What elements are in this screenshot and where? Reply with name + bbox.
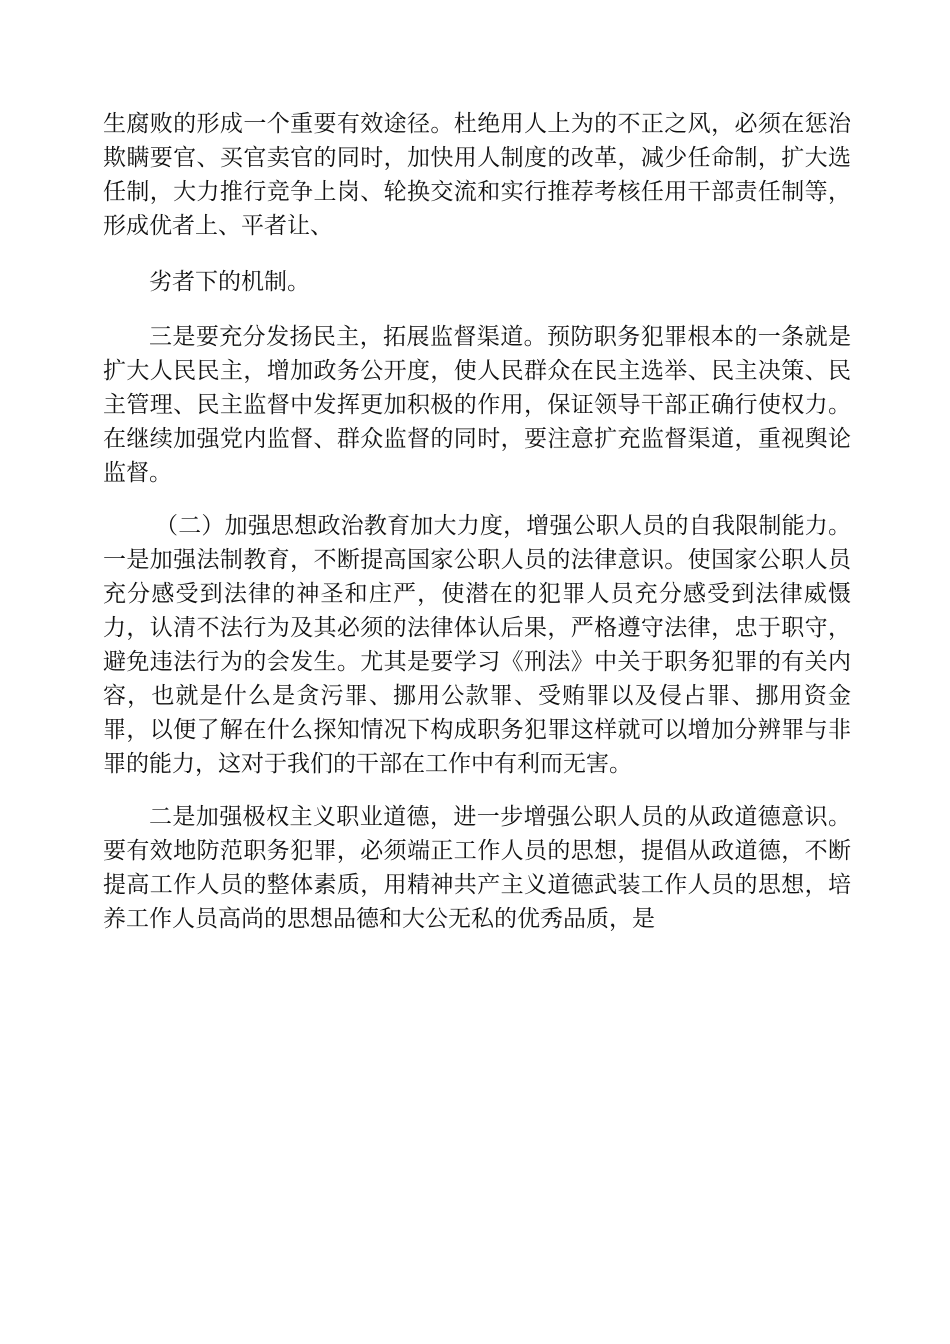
paragraph-fragment: 劣者下的机制。 (149, 269, 310, 295)
paragraph-ideological-education: （二）加强思想政治教育加大力度，增强公职人员的自我限制能力。一是加强法制教育，不断提高国家公职人员的法律意识。使国家公职人员充分感受到法律的神圣和庄严，使潜在的犯罪人员充分感受到法律威慑力，认清不法行为及其必须的法律体认后果，严格遵守法律，忠于职守，避免违法行为的会发生。尤其是要学习《刑法》中关于职务犯罪的有关内容，也就是什么是贪污罪、挪用公款罪、受贿罪以及侵占罪、挪用资金罪，以便了解在什么探知情况下构成职务犯罪这样就可以增加分辨罪与非罪的能力，这对于我们的干部在工作中有利而无害。 (103, 513, 851, 777)
paragraph-professional-ethics: 二是加强极权主义职业道德，进一步增强公职人员的从政道德意识。要有效地防范职务犯罪，必须端正工作人员的思想，提倡从政道德，不断提高工作人员的整体素质，用精神共产主义道德武装工作人员的思想，培养工作人员高尚的思想品德和大公无私的优秀品质，是 (103, 804, 851, 932)
paragraph-continuation: 生腐败的形成一个重要有效途径。杜绝用人上为的不正之风，必须在惩治欺瞒要官、买官卖官的同时，加快用人制度的改革，减少任命制，扩大选任制，大力推行竞争上岗、轮换交流和实行推荐考核任用干部责任制等，形成优者上、平者让、 (103, 111, 851, 239)
paragraph-supervision: 三是要充分发扬民主，拓展监督渠道。预防职务犯罪根本的一条就是扩大人民民主，增加政务公开度，使人民群众在民主选举、民主决策、民主管理、民主监督中发挥更加积极的作用，保证领导干部正确行使权力。在继续加强党内监督、群众监督的同时，要注意扩充监督渠道，重视舆论监督。 (103, 324, 851, 486)
